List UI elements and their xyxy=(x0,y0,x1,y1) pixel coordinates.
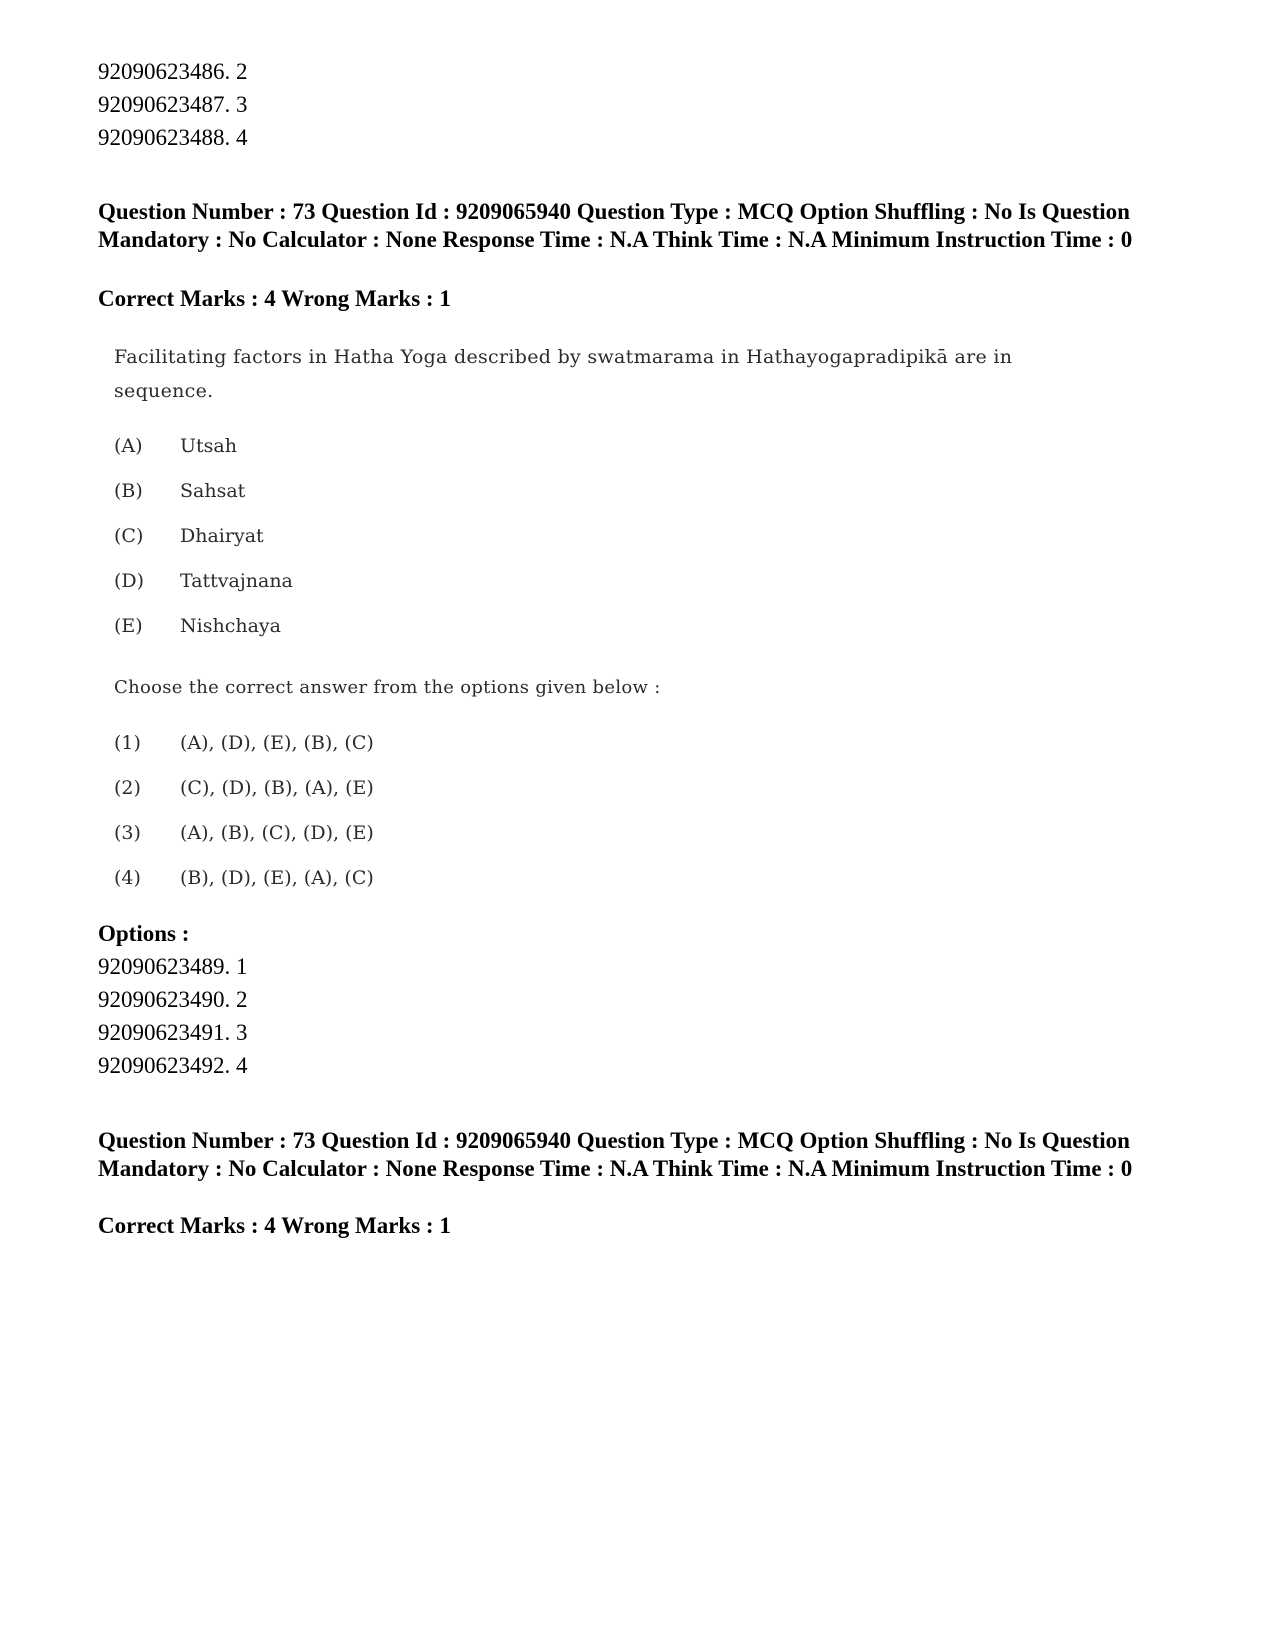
list-item xyxy=(114,569,293,593)
list-item xyxy=(114,614,281,638)
choice-text: (A), (B), (C), (D), (E) xyxy=(180,822,374,844)
question-meta: Question Number : 73 Question Id : 9209065940 Question Type : MCQ Option Shuffling : No Is Question Mandatory : No Calculator : None Response Time : N.A Think Time : N.A Minimum Instruction Time : 0 xyxy=(98,199,1133,252)
option-line: 92090623492. 4 xyxy=(98,1053,248,1078)
option-line: 92090623490. 2 xyxy=(98,987,248,1012)
choice-item xyxy=(114,731,374,755)
item-label: (D) xyxy=(114,570,145,592)
item-text: Tattvajnana xyxy=(180,570,293,592)
choice-label: (4) xyxy=(114,867,141,889)
choice-label: (1) xyxy=(114,732,141,754)
item-label: (A) xyxy=(114,435,143,457)
question-stem-line: Facilitating factors in Hatha Yoga described by swatmarama in Hathayogapradipikā are in xyxy=(114,346,1013,368)
choice-text: (C), (D), (B), (A), (E) xyxy=(180,777,374,799)
question-meta: Question Number : 73 Question Id : 9209065940 Question Type : MCQ Option Shuffling : No Is Question Mandatory : No Calculator : None Response Time : N.A Think Time : N.A Minimum Instruction Time : 0 xyxy=(98,1128,1133,1181)
list-item xyxy=(114,434,237,458)
choice-text: (B), (D), (E), (A), (C) xyxy=(180,867,374,889)
prev-option-line: 92090623487. 3 xyxy=(98,92,248,117)
item-label: (B) xyxy=(114,480,143,502)
question-marks: Correct Marks : 4 Wrong Marks : 1 xyxy=(98,286,451,311)
item-text: Dhairyat xyxy=(180,525,264,547)
choice-item xyxy=(114,866,374,890)
prev-option-line: 92090623486. 2 xyxy=(98,59,248,84)
choice-item xyxy=(114,821,374,845)
item-label: (C) xyxy=(114,525,144,547)
question-instruction: Choose the correct answer from the options given below : xyxy=(114,677,661,698)
option-line: 92090623489. 1 xyxy=(98,954,248,979)
question-stem-line: sequence. xyxy=(114,380,214,402)
prev-option-line: 92090623488. 4 xyxy=(98,125,248,150)
item-text: Nishchaya xyxy=(180,615,281,637)
choice-label: (3) xyxy=(114,822,141,844)
question-marks: Correct Marks : 4 Wrong Marks : 1 xyxy=(98,1213,451,1238)
choice-text: (A), (D), (E), (B), (C) xyxy=(180,732,374,754)
list-item xyxy=(114,479,245,503)
options-heading: Options : xyxy=(98,921,190,946)
choice-item xyxy=(114,776,374,800)
question-image xyxy=(98,345,1058,945)
item-text: Utsah xyxy=(180,435,237,457)
item-label: (E) xyxy=(114,615,143,637)
choice-label: (2) xyxy=(114,777,141,799)
item-text: Sahsat xyxy=(180,480,246,502)
list-item xyxy=(114,524,264,548)
option-line: 92090623491. 3 xyxy=(98,1020,248,1045)
